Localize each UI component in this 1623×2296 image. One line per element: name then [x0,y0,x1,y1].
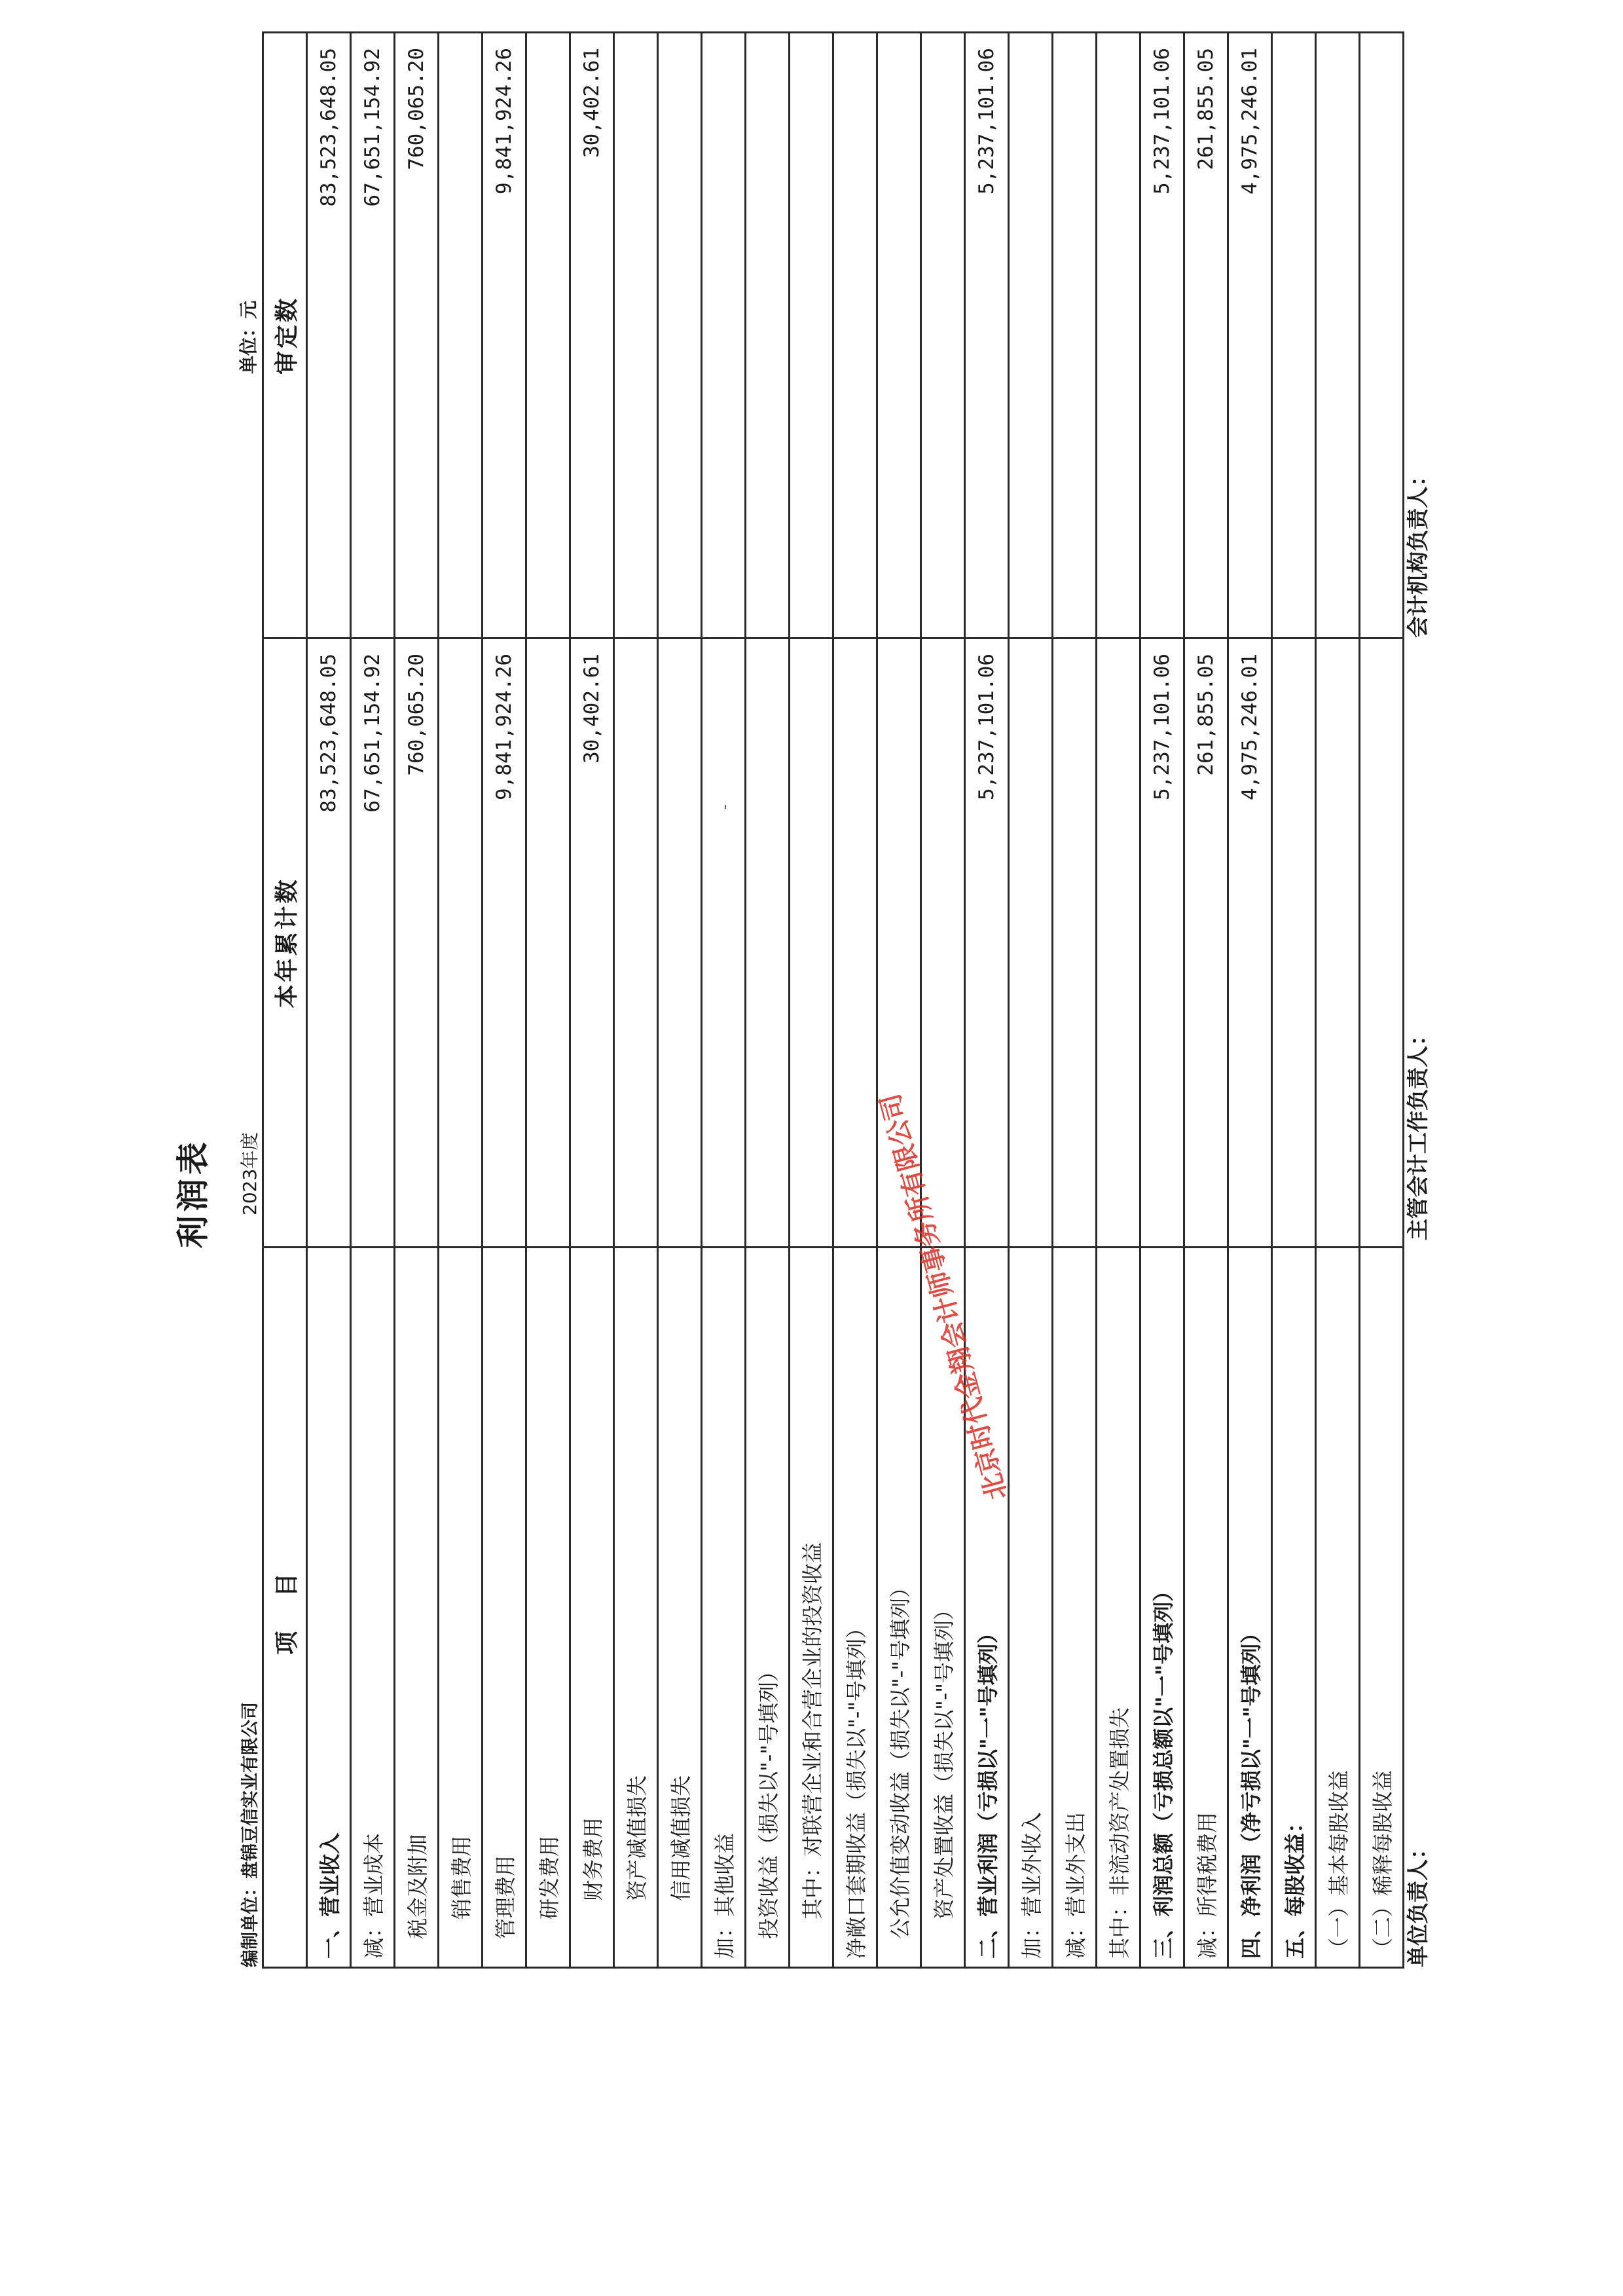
row-audited-value [833,33,877,639]
row-ytd-value: 760,065.20 [395,639,439,1248]
investment-income-dash: - [717,804,733,809]
table-row [1053,33,1097,1968]
row-audited-value [877,33,921,639]
table-row [877,33,921,1968]
currency-unit: 单位：元 [238,300,259,374]
row-item-label: 管理费用 [483,1248,526,1968]
row-ytd-value [658,639,702,1248]
table-row [1009,33,1053,1968]
row-ytd-value: 67,651,154.92 [351,639,395,1248]
row-item-label: （二）稀释每股收益 [1360,1248,1404,1968]
table-row [570,33,614,1968]
row-audited-value [790,33,833,639]
row-ytd-value: 9,841,924.26 [483,639,526,1248]
row-ytd-value: 4,975,246.01 [1228,639,1272,1248]
row-ytd-value [614,639,658,1248]
row-item-label: 资产减值损失 [614,1248,658,1968]
table-row [1316,33,1360,1968]
row-ytd-value [1360,639,1404,1248]
row-audited-value: 261,855.05 [1184,33,1228,639]
row-ytd-value [526,639,570,1248]
row-item-label: 减：营业成本 [351,1248,395,1968]
row-item-label: 一、营业收入 [307,1248,351,1968]
row-item-label: 其中：非流动资产处置损失 [1097,1248,1140,1968]
row-item-label: 三、利润总额（亏损总额以"一"号填列） [1140,1248,1184,1968]
row-ytd-value [439,639,483,1248]
row-item-label: （一）基本每股收益 [1316,1248,1360,1968]
table-row [921,33,965,1968]
accounting-head-signature: 主管会计工作负责人： [1405,1024,1431,1240]
row-ytd-value: 261,855.05 [1184,639,1228,1248]
row-ytd-value [921,639,965,1248]
row-item-label: 财务费用 [570,1248,614,1968]
row-item-label: 公允价值变动收益（损失以"-"号填列） [877,1248,921,1968]
row-ytd-value [702,639,746,1248]
table-row [614,33,658,1968]
row-ytd-value: 30,402.61 [570,639,614,1248]
table-row [746,33,790,1968]
row-audited-value [746,33,790,639]
compiling-entity: 编制单位：盘锦豆信实业有限公司 [240,1702,261,1967]
row-audited-value: 9,841,924.26 [483,33,526,639]
auditor-stamp: 北京时代金翔会计师事务所有限公司 [875,1090,1013,1504]
row-audited-value [702,33,746,639]
page-title: 利润表 [174,1138,212,1248]
signature-line [1401,32,1440,1967]
row-item-label: 减：所得税费用 [1184,1248,1228,1968]
row-ytd-value [1053,639,1097,1248]
row-audited-value [1053,33,1097,639]
column-header-ytd: 本年累计数 [263,639,307,1248]
row-item-label: 研发费用 [526,1248,570,1968]
row-audited-value: 4,975,246.01 [1228,33,1272,639]
table-row [833,33,877,1968]
row-item-label: 加：营业外收入 [1009,1248,1053,1968]
row-item-label: 税金及附加 [395,1248,439,1968]
row-item-label: 信用减值损失 [658,1248,702,1968]
row-item-label: 投资收益（损失以"-"号填列） [746,1248,790,1968]
row-audited-value [439,33,483,639]
row-item-label: 销售费用 [439,1248,483,1968]
row-ytd-value [1272,639,1316,1248]
row-audited-value: 30,402.61 [570,33,614,639]
accounting-org-head-signature: 会计机构负责人： [1405,465,1431,638]
row-audited-value [1360,33,1404,639]
column-header-audited: 审定数 [263,33,307,639]
row-audited-value: 760,065.20 [395,33,439,639]
row-item-label: 二、营业利润（亏损以"一"号填列） [965,1248,1009,1968]
table-row [790,33,833,1968]
table-row [526,33,570,1968]
row-ytd-value [1009,639,1053,1248]
table-row [1228,33,1272,1968]
unit-head-signature: 单位负责人： [1405,1838,1431,1967]
row-audited-value [1316,33,1360,639]
column-header-item: 项 目 [263,1248,307,1968]
row-ytd-value [746,639,790,1248]
table-row [1272,33,1316,1968]
row-item-label: 减：营业外支出 [1053,1248,1097,1968]
row-item-label: 资产处置收益（损失以"-"号填列） [921,1248,965,1968]
row-audited-value [1272,33,1316,639]
table-row [395,33,439,1968]
table-row [702,33,746,1968]
row-ytd-value [833,639,877,1248]
report-period: 2023年度 [239,1132,261,1215]
table-row [307,33,351,1968]
row-item-label: 净敞口套期收益（损失以"-"号填列） [833,1248,877,1968]
row-audited-value: 67,651,154.92 [351,33,395,639]
row-audited-value [658,33,702,639]
row-ytd-value: 83,523,648.05 [307,639,351,1248]
table-row [1097,33,1140,1968]
table-row [1184,33,1228,1968]
row-ytd-value [1316,639,1360,1248]
table-header-row [263,33,307,1968]
income-statement-table [262,31,1404,1969]
row-audited-value [526,33,570,639]
table-row [965,33,1009,1968]
table-row [439,33,483,1968]
table-row [1140,33,1184,1968]
row-audited-value [1009,33,1053,639]
row-audited-value: 5,237,101.06 [965,33,1009,639]
table-row [483,33,526,1968]
row-item-label: 四、净利润（净亏损以"一"号填列） [1228,1248,1272,1968]
table-row [658,33,702,1968]
row-item-label: 其中：对联营企业和合营企业的投资收益 [790,1248,833,1968]
row-ytd-value: 5,237,101.06 [965,639,1009,1248]
table-row [1360,33,1404,1968]
row-item-label: 加：其他收益 [702,1248,746,1968]
row-ytd-value [1097,639,1140,1248]
row-ytd-value: 5,237,101.06 [1140,639,1184,1248]
row-item-label: 五、每股收益： [1272,1248,1316,1968]
row-ytd-value [790,639,833,1248]
row-audited-value [614,33,658,639]
row-audited-value: 5,237,101.06 [1140,33,1184,639]
row-audited-value [921,33,965,639]
table-row [351,33,395,1968]
row-audited-value: 83,523,648.05 [307,33,351,639]
row-audited-value [1097,33,1140,639]
